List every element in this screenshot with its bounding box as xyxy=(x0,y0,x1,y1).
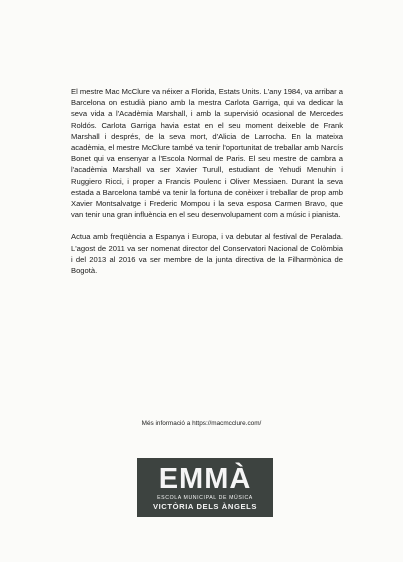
logo-institution-name: VICTÒRIA DELS ÀNGELS xyxy=(152,502,258,511)
more-info-link[interactable]: Més informació a https://macmcclure.com/ xyxy=(141,420,262,427)
biography-text xyxy=(71,86,343,287)
logo-mark: EMMÀ xyxy=(158,463,252,495)
biography-paragraph-2: Actua amb freqüència a Espanya i Europa, i va debutar al festival de Peralada. L'agost de 2011 va ser nomenat director del Conservatori Nacional de Colòmbia i del 2013 al 2016 va ser membre de la junta directiva de la Filharmònica de Bogotà. xyxy=(71,232,343,276)
logo-school-name: ESCOLA MUNICIPAL DE MÚSICA xyxy=(157,495,253,501)
school-logo xyxy=(137,458,273,517)
biography-paragraph-1: El mestre Mac McClure va néixer a Florida, Estats Units. L'any 1984, va arribar a Barcelona on estudià piano amb la mestra Carlota Garriga, qui va dedicar la seva vida a l'Acadèmia Marshall, i amb la supervisió ocasional de Mercedes Roldós. Carlota Garriga havia estat en el seu moment deixeble de Frank Marshall i després, de la seva mort, d'Alicia de Larrocha. En la mateixa acadèmia, el mestre McClure també va tenir l'oportunitat de treballar amb Narcís Bonet qui va ensenyar a l'Escola Normal de Paris. El seu mestre de cambra a l'acadèmia Marshall va ser Xavier Turull, estudiant de Yehudi Menuhin i Ruggiero Ricci, i proper a Francis Poulenc i Oliver Messiaen. Durant la seva estada a Barcelona també va tenir la fortuna de conèixer i treballar de prop amb Xavier Montsalvatge i Frederic Mompou i la seva esposa Carmen Bravo, que van tenir una gran influència en el seu desenvolupament com a músic i pianista. xyxy=(71,87,343,220)
